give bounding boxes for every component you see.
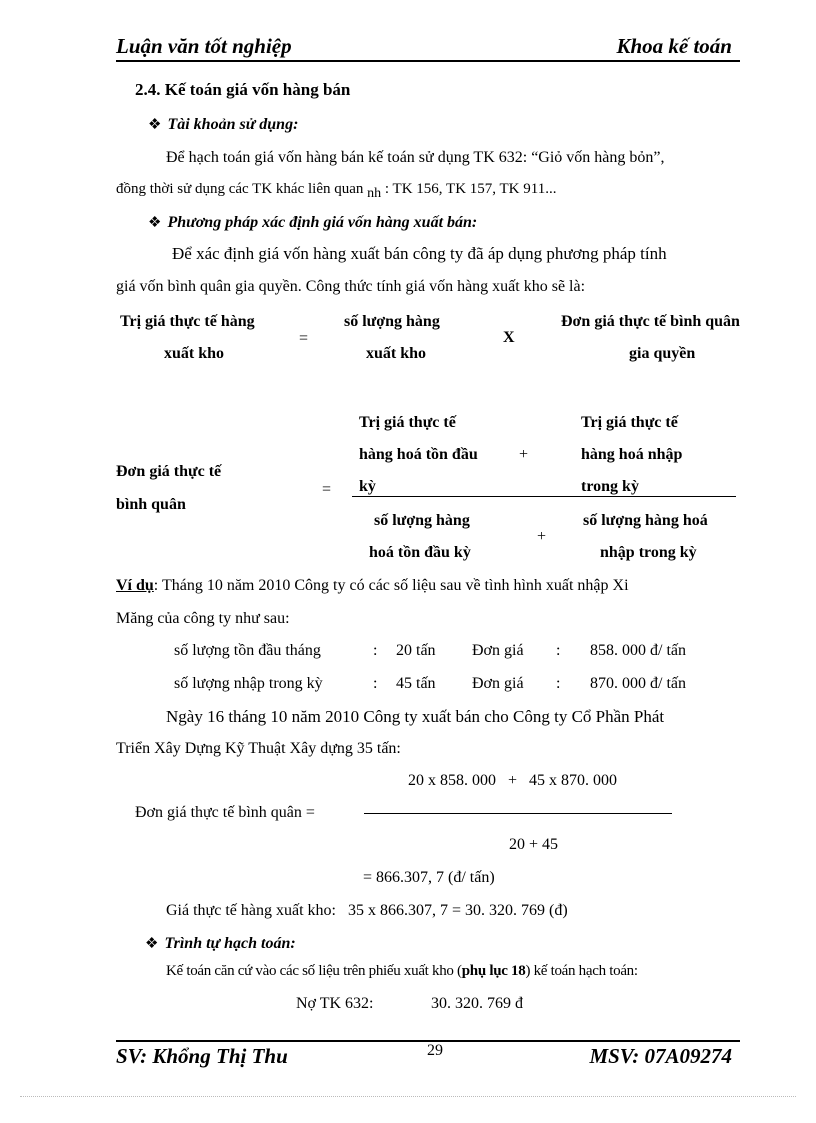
- f2-num-b-3: trong kỳ: [581, 478, 639, 495]
- calc-numerator: 20 x 858. 000 + 45 x 870. 000: [408, 772, 618, 789]
- f2-num-plus: +: [519, 446, 529, 463]
- diamond-bullet-icon: ❖: [148, 215, 162, 231]
- account-bullet-text: Tài khoản sử dụng:: [167, 116, 299, 133]
- calc-result: = 866.307, 7 (đ/ tấn): [363, 869, 495, 886]
- example-row-2-colon2: :: [556, 675, 561, 692]
- entry-label: Nợ TK 632:: [296, 995, 374, 1012]
- procedure-line-b: ) kế toán hạch toán:: [525, 963, 638, 979]
- example-row-1-price: 858. 000 đ/ tấn: [590, 642, 686, 659]
- account-line-2a: đồng thời sử dụng các TK khác liên quan: [116, 181, 368, 197]
- method-bullet: [148, 213, 477, 232]
- fraction-bar: [352, 496, 736, 497]
- example-row-1-colon2: :: [556, 642, 561, 659]
- procedure-bullet: [145, 934, 296, 953]
- f2-left-1: Đơn giá thực tế: [116, 463, 222, 480]
- calc-label: Đơn giá thực tế bình quân =: [135, 804, 315, 821]
- procedure-line: [166, 963, 638, 980]
- sale-line-1: Ngày 16 tháng 10 năm 2010 Công ty xuất bán cho Công ty Cổ Phần Phát: [166, 707, 665, 726]
- f2-equals: =: [322, 481, 332, 498]
- example-row-1-colon: :: [373, 642, 378, 659]
- f2-den-b-1: số lượng hàng hoá: [583, 512, 708, 529]
- calc-value-line: Giá thực tế hàng xuất kho: 35 x 866.307, 7 = 30. 320. 769 (đ): [166, 902, 568, 919]
- footer-right: MSV: 07A09274: [589, 1044, 732, 1068]
- diamond-bullet-icon: ❖: [145, 936, 159, 952]
- example-row-2-label: Đơn giá: [472, 675, 524, 692]
- f2-num-a-3: kỳ: [359, 478, 376, 495]
- account-bullet: [148, 115, 298, 134]
- example-line-2: Măng của công ty như sau:: [116, 610, 290, 627]
- f2-den-b-2: nhập trong kỳ: [600, 544, 697, 561]
- f2-num-a-1: Trị giá thực tế: [359, 414, 456, 431]
- example-line-1: [116, 577, 629, 595]
- diamond-bullet-icon: ❖: [148, 117, 162, 133]
- section-title: 2.4. Kế toán giá vốn hàng bán: [135, 80, 351, 99]
- page-edge: [20, 1096, 796, 1097]
- page-number: 29: [427, 1042, 443, 1059]
- header-right: Khoa kế toán: [616, 34, 732, 58]
- method-bullet-text: Phương pháp xác định giá vốn hàng xuất bán:: [167, 214, 478, 231]
- f2-num-b-2: hàng hoá nhập: [581, 446, 683, 463]
- example-row-2-item: số lượng nhập trong kỳ: [174, 675, 323, 692]
- procedure-line-bold: phụ lục 18: [461, 963, 526, 979]
- f1-mid-2: xuất kho: [366, 345, 427, 362]
- header-left: Luận văn tốt nghiệp: [116, 34, 292, 58]
- example-row-1-qty: 20 tấn: [396, 642, 436, 659]
- example-line-1-text: : Tháng 10 năm 2010 Công ty có các số liệu sau về tình hình xuất nhập Xi: [153, 577, 629, 594]
- f2-den-a-2: hoá tồn đầu kỳ: [369, 544, 471, 561]
- account-line-2b: : TK 156, TK 157, TK 911...: [381, 181, 557, 197]
- f1-left-1: Trị giá thực tế hàng: [120, 313, 255, 330]
- f1-equals: =: [299, 330, 309, 347]
- calc-fraction-bar: [364, 813, 672, 814]
- example-row-1-item: số lượng tồn đầu tháng: [174, 642, 321, 659]
- f2-num-b-1: Trị giá thực tế: [581, 414, 678, 431]
- f1-right-1: Đơn giá thực tế bình quân: [561, 313, 740, 330]
- header-rule: [116, 60, 740, 62]
- f2-num-a-2: hàng hoá tồn đầu: [359, 446, 478, 463]
- f2-left-2: bình quân: [116, 496, 186, 513]
- footer-left: SV: Khổng Thị Thu: [116, 1044, 288, 1068]
- f1-times: X: [503, 329, 515, 346]
- example-row-2-price: 870. 000 đ/ tấn: [590, 675, 686, 692]
- account-line-2-sub: nh: [367, 186, 382, 201]
- f2-den-plus: +: [537, 528, 547, 545]
- procedure-bullet-text: Trình tự hạch toán:: [164, 935, 296, 952]
- example-row-2-colon: :: [373, 675, 378, 692]
- account-line-1: Để hạch toán giá vốn hàng bán kế toán sử dụng TK 632: “Giỏ vốn hàng bỏn”,: [166, 149, 665, 166]
- method-line-1: Để xác định giá vốn hàng xuất bán công ty đã áp dụng phương pháp tính: [172, 244, 667, 263]
- example-row-1-label: Đơn giá: [472, 642, 524, 659]
- f1-left-2: xuất kho: [164, 345, 225, 362]
- example-label: Ví dụ: [116, 577, 154, 594]
- sale-line-2: Triển Xây Dựng Kỹ Thuật Xây dựng 35 tấn:: [116, 740, 401, 757]
- account-line-2: [116, 181, 557, 201]
- f1-right-2: gia quyền: [629, 345, 696, 362]
- procedure-line-a: Kế toán căn cứ vào các số liệu trên phiếu xuất kho (: [166, 963, 462, 979]
- calc-denominator: 20 + 45: [509, 836, 559, 853]
- entry-value: 30. 320. 769 đ: [431, 995, 523, 1012]
- example-row-2-qty: 45 tấn: [396, 675, 436, 692]
- method-line-2: giá vốn bình quân gia quyền. Công thức tính giá vốn hàng xuất kho sẽ là:: [116, 278, 586, 295]
- f2-den-a-1: số lượng hàng: [374, 512, 470, 529]
- f1-mid-1: số lượng hàng: [344, 313, 440, 330]
